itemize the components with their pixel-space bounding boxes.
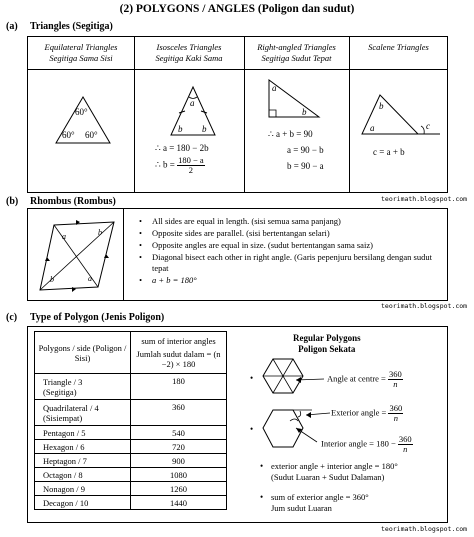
rhombus-diagram	[36, 217, 118, 295]
list-item: • Opposite sides are parallel. (sisi bertentangan selari)	[138, 228, 443, 239]
table-cell-sum: 540	[131, 426, 227, 440]
rhombus-box	[27, 208, 448, 301]
table-row	[35, 482, 227, 496]
right-eq2: a = 90 − b	[287, 145, 324, 155]
isosceles-fraction	[177, 156, 205, 175]
rhombus-label-a2: a	[88, 274, 92, 283]
table-cell-polygon: Octagon / 8	[35, 468, 131, 482]
table-row	[35, 440, 227, 454]
angle-centre-text: Angle at centre =	[327, 373, 386, 384]
fraction-denominator: n	[393, 413, 398, 423]
table-cell-polygon: Decagon / 10	[35, 496, 131, 510]
scalene-header	[349, 37, 448, 70]
table-cell-sum: 1080	[131, 468, 227, 482]
equilateral-header-ms: Segitiga Sama Sisi	[49, 53, 113, 63]
table-row	[35, 468, 227, 482]
section-c-letter: (c)	[6, 312, 18, 323]
triangles-table	[27, 36, 448, 193]
isosceles-eq1: ∴ a = 180 − 2b	[155, 143, 209, 153]
list-item: • a + b = 180°	[138, 275, 443, 286]
col-divider	[244, 37, 245, 192]
section-b-title: Rhombus (Rombus)	[30, 196, 116, 207]
fraction-numerator: 180 − a	[178, 155, 204, 165]
rhombus-label-b2: b	[50, 275, 54, 284]
bullet: •	[250, 424, 254, 434]
isosceles-eq2	[155, 156, 205, 175]
polygon-sum-table	[34, 331, 227, 510]
interior-fraction	[398, 435, 413, 454]
list-item: • Opposite angles are equal in size. (sudut bertentangan sama saiz)	[138, 240, 443, 251]
isosceles-header-en: Isosceles Triangles	[156, 42, 222, 52]
section-c-title: Type of Polygon (Jenis Poligon)	[30, 312, 165, 323]
polygon-sub: (Sisiempat)	[43, 412, 83, 423]
exterior-angle-label	[331, 404, 403, 423]
bullet: •	[260, 461, 264, 471]
polygon-name: Triangle / 3	[43, 376, 83, 387]
fraction-denominator: n	[393, 379, 398, 389]
isosceles-header-ms: Segitiga Kaki Sama	[155, 53, 223, 63]
sum-ext-int-ms: (Sudut Luaran + Sudut Dalaman)	[271, 472, 385, 482]
isosceles-triangle-diagram	[168, 85, 218, 139]
angle-label-left: 60°	[62, 130, 75, 140]
scalene-header-en: Scalene Triangles	[368, 42, 429, 52]
table-cell-sum: 900	[131, 454, 227, 468]
table-header-sum-ms: Jumlah sudut dalam = (n −2) × 180	[136, 349, 221, 369]
table-cell-polygon	[35, 374, 131, 400]
rhombus-properties-list	[138, 216, 443, 287]
pointer-arrow	[292, 425, 320, 445]
equilateral-header	[28, 37, 134, 70]
col-divider	[349, 37, 350, 192]
angle-label-top: 60°	[75, 107, 88, 117]
rhombus-label-a1: a	[62, 232, 66, 241]
regular-polygons-ms: Poligon Sekata	[298, 344, 356, 354]
interior-angle-text: Interior angle = 180 −	[321, 438, 396, 449]
exterior-angle-text: Exterior angle =	[331, 407, 387, 418]
isosceles-header	[134, 37, 244, 70]
sum-ext-label	[271, 492, 369, 514]
interior-angle-label	[321, 435, 413, 454]
page-title: (2) POLYGONS / ANGLES (Poligon dan sudut)	[119, 3, 355, 15]
angle-label-b-right: b	[202, 124, 207, 134]
table-cell-sum: 720	[131, 440, 227, 454]
right-header-ms: Segitiga Sudut Tepat	[261, 53, 332, 63]
pointer-arrow	[304, 409, 332, 419]
fraction-denominator: n	[403, 444, 408, 454]
table-cell-polygon: Nonagon / 9	[35, 482, 131, 496]
section-a-title: Triangles (Segitiga)	[30, 21, 113, 32]
polygon-sub: (Segitiga)	[43, 386, 77, 397]
blog-watermark: teorimath.blogspot.com	[381, 195, 468, 203]
table-cell-polygon: Pentagon / 5	[35, 426, 131, 440]
table-cell-polygon: Hexagon / 6	[35, 440, 131, 454]
right-eq1: ∴ a + b = 90	[268, 129, 313, 139]
polygon-name: Quadrilateral / 4	[43, 402, 99, 413]
fraction-numerator: 360	[388, 369, 402, 379]
table-row	[35, 374, 227, 400]
table-cell-sum: 180	[131, 374, 227, 400]
equilateral-header-en: Equilateral Triangles	[44, 42, 118, 52]
pointer-arrow	[294, 373, 328, 387]
regular-polygons-title	[293, 333, 361, 355]
table-row	[35, 400, 227, 426]
angle-label-a: a	[190, 98, 195, 108]
table-header-polygon: Polygons / side (Poligon / Sisi)	[35, 332, 131, 374]
table-header-sum	[131, 332, 227, 374]
regular-polygons-en: Regular Polygons	[293, 333, 361, 343]
table-cell-sum: 1440	[131, 496, 227, 510]
table-cell-sum: 1260	[131, 482, 227, 496]
angle-label-b: b	[302, 107, 307, 117]
angle-label-c: c	[426, 121, 430, 131]
sum-ext-en: sum of exterior angle = 360°	[271, 492, 369, 502]
list-item: • Diagonal bisect each other in right angle. (Garis pepenjuru bersilang dengan sudut tepat	[138, 252, 443, 274]
bullet: •	[260, 492, 264, 502]
angle-label-a: a	[272, 83, 277, 93]
angle-label-right: 60°	[85, 130, 98, 140]
angle-centre-fraction	[388, 370, 403, 389]
sum-ext-int-label	[271, 461, 398, 483]
table-cell-polygon: Heptagon / 7	[35, 454, 131, 468]
exterior-fraction	[388, 404, 403, 423]
fraction-numerator: 360	[389, 403, 403, 413]
polygons-box	[27, 326, 448, 523]
table-row	[35, 454, 227, 468]
blog-watermark: teorimath.blogspot.com	[381, 302, 468, 310]
table-row	[35, 426, 227, 440]
rhombus-label-b1: b	[98, 228, 102, 237]
table-cell-polygon	[35, 400, 131, 426]
table-row	[35, 496, 227, 510]
blog-watermark: teorimath.blogspot.com	[381, 525, 468, 533]
angle-label-b-left: b	[178, 124, 183, 134]
equilateral-triangle-diagram	[53, 95, 113, 147]
right-eq3: b = 90 − a	[287, 161, 324, 171]
isosceles-eq2-lhs: ∴ b =	[155, 159, 175, 170]
rhombus-divider	[123, 209, 124, 300]
table-header-sum-en: sum of interior angles	[141, 336, 216, 346]
angle-label-b: b	[379, 101, 384, 111]
fraction-numerator: 360	[398, 434, 412, 444]
section-b-letter: (b)	[6, 196, 19, 207]
right-triangle-diagram	[264, 77, 324, 123]
fraction-denominator: 2	[188, 165, 193, 175]
list-item: • All sides are equal in length. (sisi semua sama panjang)	[138, 216, 443, 227]
table-cell-sum: 360	[131, 400, 227, 426]
section-a-letter: (a)	[6, 21, 18, 32]
scalene-eq: c = a + b	[373, 147, 405, 157]
col-divider	[134, 37, 135, 192]
angle-label-a: a	[370, 123, 375, 133]
right-header-en: Right-angled Triangles	[257, 42, 336, 52]
right-header	[244, 37, 349, 70]
angle-centre-label	[327, 370, 403, 389]
sum-ext-int-en: exterior angle + interior angle = 180°	[271, 461, 398, 471]
scalene-triangle-diagram	[358, 89, 443, 139]
sum-ext-ms: Jum sudut Luaran	[271, 503, 332, 513]
bullet: •	[250, 373, 254, 383]
